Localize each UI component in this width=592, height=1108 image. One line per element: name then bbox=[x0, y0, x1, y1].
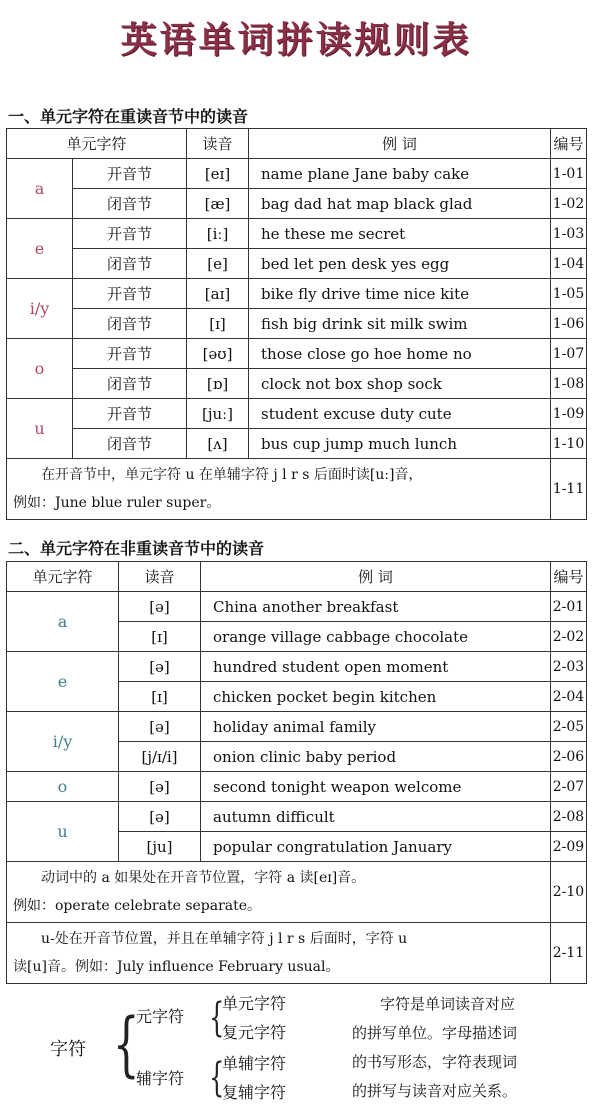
note-line: 读[u]音。例如：July influence February usual。 bbox=[13, 959, 340, 975]
sound-cell: [ə] bbox=[119, 712, 201, 742]
id-cell: 1-08 bbox=[551, 369, 587, 399]
id-cell: 1-09 bbox=[551, 399, 587, 429]
header-id: 编号 bbox=[551, 562, 587, 592]
sound-cell: [ɪ] bbox=[119, 682, 201, 712]
examples-cell: chicken pocket begin kitchen bbox=[201, 682, 551, 712]
header-vowel: 单元字符 bbox=[7, 562, 119, 592]
sound-cell: [juː] bbox=[187, 399, 249, 429]
table-row bbox=[7, 802, 587, 832]
id-cell: 2-05 bbox=[551, 712, 587, 742]
vowel-cell: u bbox=[7, 399, 73, 459]
id-cell: 2-10 bbox=[551, 862, 587, 923]
character-root-label: 字符 bbox=[50, 1039, 86, 1060]
branch-label-vowel: 元字符 bbox=[136, 1007, 185, 1026]
branch-label-consonant: 辅字符 bbox=[136, 1069, 185, 1088]
note-line: 例如：operate celebrate separate。 bbox=[13, 898, 262, 914]
table-row bbox=[7, 279, 587, 309]
note-row bbox=[7, 862, 587, 923]
examples-cell: student excuse duty cute bbox=[249, 399, 551, 429]
table-row bbox=[7, 369, 587, 399]
note-cell bbox=[7, 459, 551, 520]
sound-cell: [ɪ] bbox=[119, 622, 201, 652]
note-row bbox=[7, 923, 587, 984]
vowel-cell: i/y bbox=[7, 279, 73, 339]
id-cell: 2-06 bbox=[551, 742, 587, 772]
section2-header-row bbox=[7, 562, 587, 592]
vowel-cell: o bbox=[7, 772, 119, 802]
examples-cell: bag dad hat map black glad bbox=[249, 189, 551, 219]
id-cell: 1-06 bbox=[551, 309, 587, 339]
syllable-type-cell: 闭音节 bbox=[73, 429, 187, 459]
id-cell: 1-05 bbox=[551, 279, 587, 309]
sound-cell: [eɪ] bbox=[187, 159, 249, 189]
note-line: 在开音节中，单元字符 u 在单辅字符 j l r s 后面时读[uː]音， bbox=[41, 467, 423, 483]
sound-cell: [əʊ] bbox=[187, 339, 249, 369]
syllable-type-cell: 开音节 bbox=[73, 159, 187, 189]
examples-cell: name plane Jane baby cake bbox=[249, 159, 551, 189]
id-cell: 1-10 bbox=[551, 429, 587, 459]
id-cell: 1-02 bbox=[551, 189, 587, 219]
item-single-vowel: 单元字符 bbox=[222, 994, 287, 1013]
sound-cell: [ə] bbox=[119, 652, 201, 682]
sound-cell: [ə] bbox=[119, 772, 201, 802]
sound-cell: [ju] bbox=[119, 832, 201, 862]
examples-cell: onion clinic baby period bbox=[201, 742, 551, 772]
note-line: 动词中的 a 如果处在开音节位置，字符 a 读[eɪ]音。 bbox=[41, 870, 366, 886]
syllable-type-cell: 闭音节 bbox=[73, 189, 187, 219]
sound-cell: [iː] bbox=[187, 219, 249, 249]
examples-cell: those close go hoe home no bbox=[249, 339, 551, 369]
examples-cell: popular congratulation January bbox=[201, 832, 551, 862]
examples-cell: he these me secret bbox=[249, 219, 551, 249]
table-row bbox=[7, 159, 587, 189]
id-cell: 1-03 bbox=[551, 219, 587, 249]
section2-table bbox=[6, 561, 587, 984]
table-row bbox=[7, 249, 587, 279]
id-cell: 2-01 bbox=[551, 592, 587, 622]
sound-cell: [ə] bbox=[119, 592, 201, 622]
header-sound: 读音 bbox=[187, 129, 249, 159]
examples-cell: bed let pen desk yes egg bbox=[249, 249, 551, 279]
syllable-type-cell: 开音节 bbox=[73, 339, 187, 369]
sound-cell: [aɪ] bbox=[187, 279, 249, 309]
note-cell bbox=[7, 862, 551, 923]
sound-cell: [e] bbox=[187, 249, 249, 279]
examples-cell: bike fly drive time nice kite bbox=[249, 279, 551, 309]
table-row bbox=[7, 772, 587, 802]
examples-cell: clock not box shop sock bbox=[249, 369, 551, 399]
syllable-type-cell: 闭音节 bbox=[73, 309, 187, 339]
consonant-brace-icon: { bbox=[209, 1055, 225, 1101]
table-row bbox=[7, 652, 587, 682]
table-row bbox=[7, 309, 587, 339]
table-row bbox=[7, 189, 587, 219]
header-vowel: 单元字符 bbox=[7, 129, 187, 159]
section2-heading: 二、单元字符在非重读音节中的读音 bbox=[8, 539, 265, 558]
id-cell: 2-02 bbox=[551, 622, 587, 652]
description-line: 字符是单词读音对应 bbox=[380, 995, 516, 1013]
id-cell: 2-08 bbox=[551, 802, 587, 832]
id-cell: 1-01 bbox=[551, 159, 587, 189]
vowel-cell: i/y bbox=[7, 712, 119, 772]
vowel-cell: o bbox=[7, 339, 73, 399]
syllable-type-cell: 闭音节 bbox=[73, 369, 187, 399]
page-title: 英语单词拼读规则表 bbox=[120, 20, 472, 61]
note-line: u-处在开音节位置，并且在单辅字符 j l r s 后面时，字符 u bbox=[41, 931, 408, 947]
syllable-type-cell: 闭音节 bbox=[73, 249, 187, 279]
header-sound: 读音 bbox=[119, 562, 201, 592]
note-cell bbox=[7, 923, 551, 984]
id-cell: 1-04 bbox=[551, 249, 587, 279]
vowel-cell: e bbox=[7, 219, 73, 279]
section1-heading: 一、单元字符在重读音节中的读音 bbox=[8, 107, 249, 126]
sound-cell: [j/ɪ/i] bbox=[119, 742, 201, 772]
vowel-brace-icon: { bbox=[209, 995, 225, 1041]
item-compound-vowel: 复元字符 bbox=[222, 1023, 287, 1042]
vowel-cell: e bbox=[7, 652, 119, 712]
examples-cell: orange village cabbage chocolate bbox=[201, 622, 551, 652]
description-line: 的书写形态，字符表现词 bbox=[352, 1053, 518, 1071]
section1-table bbox=[6, 128, 587, 520]
id-cell: 1-07 bbox=[551, 339, 587, 369]
note-row bbox=[7, 459, 587, 520]
table-row bbox=[7, 339, 587, 369]
vowel-cell: a bbox=[7, 592, 119, 652]
id-cell: 1-11 bbox=[551, 459, 587, 520]
item-compound-consonant: 复辅字符 bbox=[222, 1083, 287, 1102]
item-single-consonant: 单辅字符 bbox=[222, 1054, 287, 1073]
examples-cell: second tonight weapon welcome bbox=[201, 772, 551, 802]
examples-cell: autumn difficult bbox=[201, 802, 551, 832]
id-cell: 2-07 bbox=[551, 772, 587, 802]
id-cell: 2-09 bbox=[551, 832, 587, 862]
syllable-type-cell: 开音节 bbox=[73, 219, 187, 249]
sound-cell: [ɒ] bbox=[187, 369, 249, 399]
table-row bbox=[7, 592, 587, 622]
table-row bbox=[7, 219, 587, 249]
examples-cell: China another breakfast bbox=[201, 592, 551, 622]
header-examples: 例 词 bbox=[249, 129, 551, 159]
section1-header-row bbox=[7, 129, 587, 159]
sound-cell: [ɪ] bbox=[187, 309, 249, 339]
description-line: 的拼写单位。字母描述词 bbox=[352, 1024, 518, 1042]
syllable-type-cell: 开音节 bbox=[73, 399, 187, 429]
vowel-cell: a bbox=[7, 159, 73, 219]
header-id: 编号 bbox=[551, 129, 587, 159]
table-row bbox=[7, 429, 587, 459]
header-examples: 例 词 bbox=[201, 562, 551, 592]
id-cell: 2-11 bbox=[551, 923, 587, 984]
description-line: 的拼写与读音对应关系。 bbox=[352, 1082, 518, 1100]
examples-cell: fish big drink sit milk swim bbox=[249, 309, 551, 339]
sound-cell: [ə] bbox=[119, 802, 201, 832]
vowel-cell: u bbox=[7, 802, 119, 862]
examples-cell: bus cup jump much lunch bbox=[249, 429, 551, 459]
root-brace-icon: { bbox=[112, 1003, 140, 1085]
id-cell: 2-03 bbox=[551, 652, 587, 682]
syllable-type-cell: 开音节 bbox=[73, 279, 187, 309]
note-line: 例如：June blue ruler super。 bbox=[13, 495, 221, 511]
examples-cell: hundred student open moment bbox=[201, 652, 551, 682]
examples-cell: holiday animal family bbox=[201, 712, 551, 742]
sound-cell: [æ] bbox=[187, 189, 249, 219]
table-row bbox=[7, 399, 587, 429]
sound-cell: [ʌ] bbox=[187, 429, 249, 459]
id-cell: 2-04 bbox=[551, 682, 587, 712]
table-row bbox=[7, 712, 587, 742]
